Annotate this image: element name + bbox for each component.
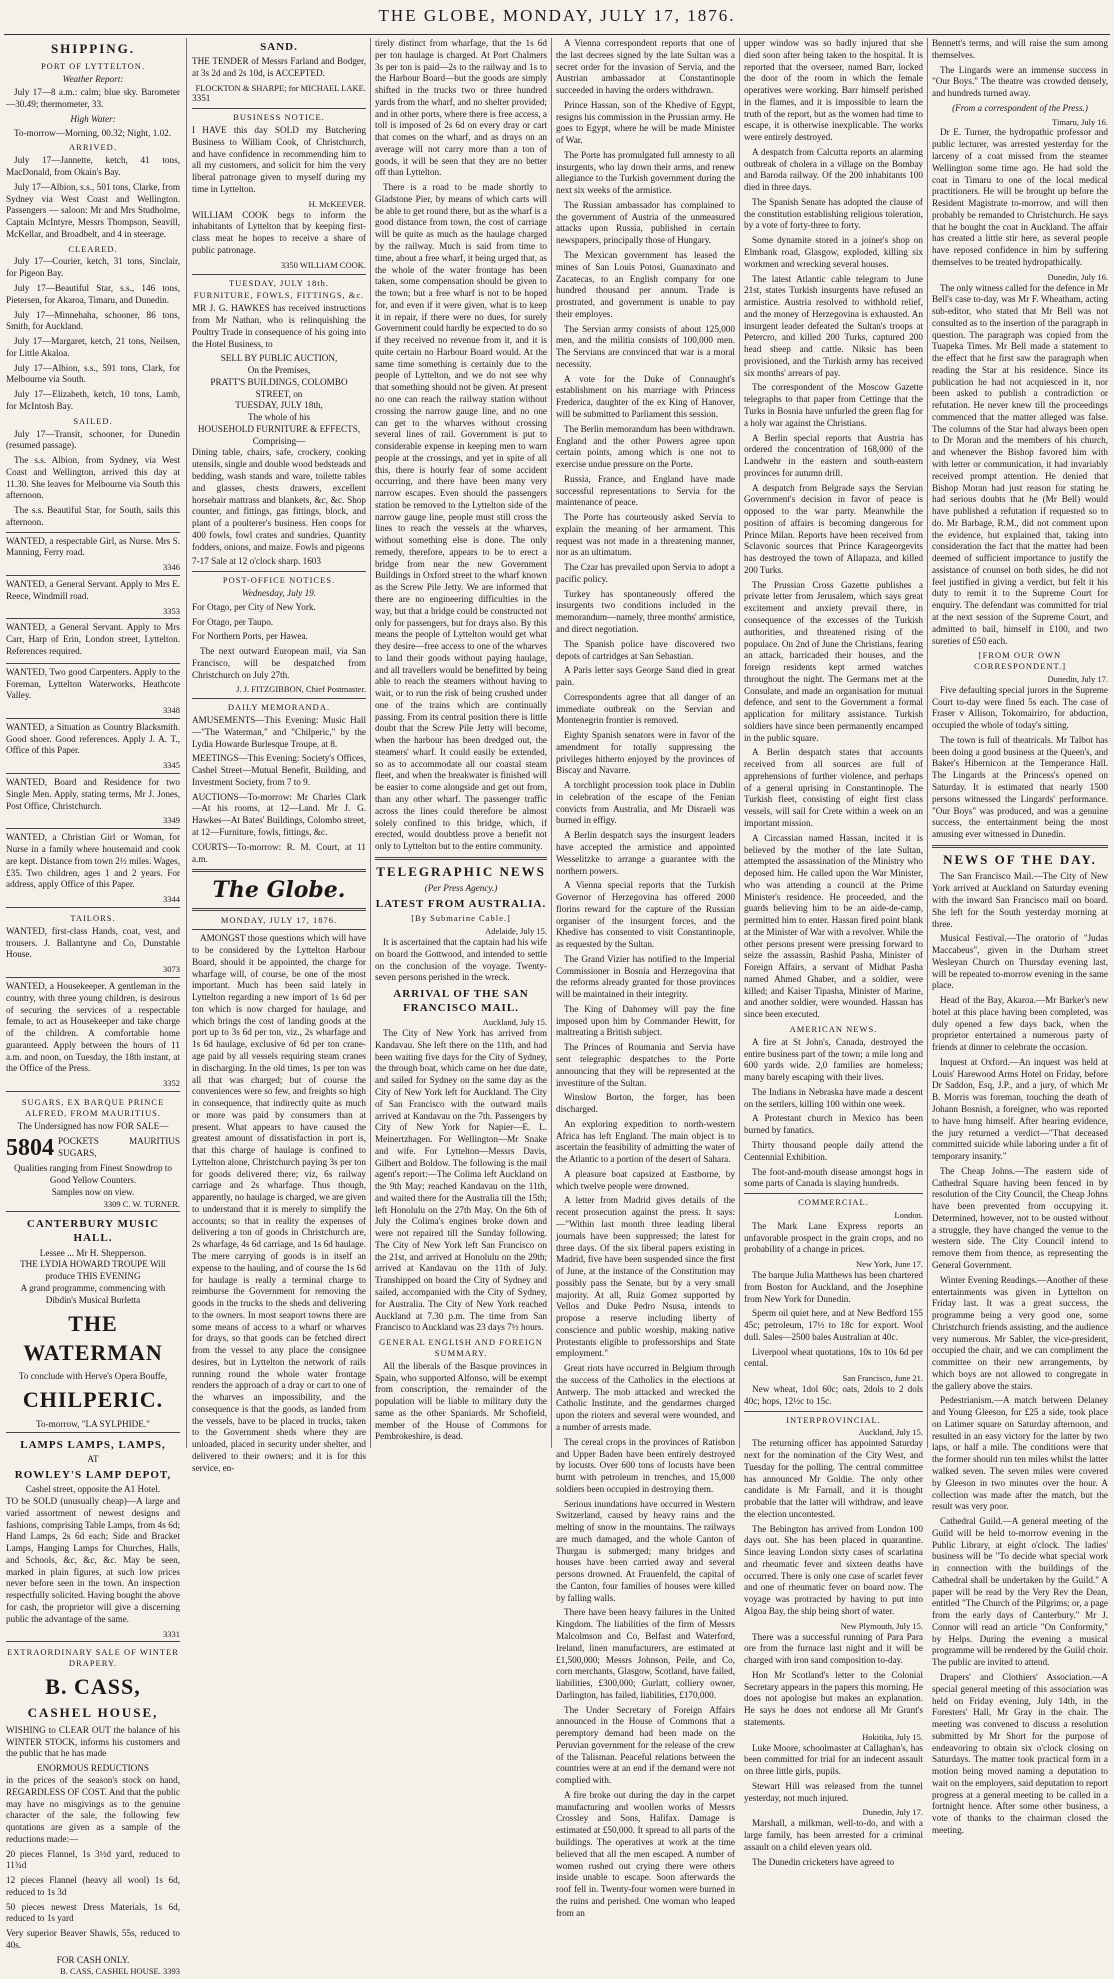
- column-divider: [551, 38, 552, 1448]
- dateline: Dunedin, July 17.: [1047, 674, 1108, 685]
- lamps-ad: [6, 1432, 180, 1641]
- commercial-heading: COMMERCIAL.: [798, 1197, 869, 1208]
- news-paragraph: The Grand Vizier has notified to the Imperial Commissioner in Bosnia and Herzegovina that the reforms already granted for those provinces will be maintained in their integrity.: [556, 953, 735, 1000]
- column-2: [192, 38, 366, 1473]
- per-press: (Per Press Agency.): [424, 883, 498, 894]
- divider: [192, 929, 366, 930]
- amusements: AMUSEMENTS—This Evening: Music Hall—"The Waterman," and "Chilperic," by the Lydia Howarde Burlesque Troupe, at 8.: [192, 715, 366, 749]
- tomorrow-text: To-morrow, "LA SYLPHIDE.": [36, 1418, 150, 1429]
- wanted-ad: [6, 773, 180, 828]
- news-paragraph: A Paris letter says George Sand died in great pain.: [556, 665, 735, 688]
- conclude-text: To conclude with Herve's Opera Bouffe,: [18, 1370, 168, 1381]
- premises: On the Premises,: [247, 365, 311, 376]
- port-title: PORT OF LYTTELTON.: [40, 60, 146, 71]
- news-paragraph: Russia, France, and England have made successful representations to Servia for the maintenance of peace.: [556, 473, 735, 508]
- business-body: I HAVE this day SOLD my Butchering Business to William Cook, of Christchurch, and have confidence in recommending him to all my customers, and solicit for him the very liberal patronage given to myself during my time in Lyttelton.: [192, 125, 366, 194]
- interprovincial-item: There was a successful running of Para Para ore from the furnace last night and it will be charged with iron sand composition to-day.: [744, 1631, 923, 1666]
- ad-number: 3353: [163, 605, 180, 616]
- news-paragraph: The King of Dahomey will pay the fine imposed upon him by Commander Hewitt, for maltreating a British subject.: [556, 1003, 735, 1038]
- news-item: Head of the Bay, Akaroa.—Mr Barker's new hotel at this place having been completed, was duly opened a few days back, when the proprietor entertained a numerous party of friends at dinner to celebrate the occasion.: [932, 995, 1108, 1053]
- wanted-ad: [6, 663, 180, 718]
- tailors-text: WANTED, first-class Hands, coat, vest, and trousers. J. Ballantyne and Co, Dunstable House.: [6, 925, 180, 960]
- ad-number: 3073: [163, 964, 180, 975]
- correspondent-note: (From a correspondent of the Press.): [952, 102, 1088, 113]
- dateline: Hokitika, July 15.: [862, 1731, 923, 1742]
- news-paragraph: A Berlin special reports that Austria has ordered the concentration of 168,000 of the Landwehr in the eastern and south-eastern provinces for autumn drill.: [744, 432, 923, 478]
- business-heading: BUSINESS NOTICE.: [233, 112, 325, 123]
- telegraphic-heading: TELEGRAPHIC NEWS: [376, 863, 546, 879]
- interprovincial-item: The Dunedin cricketers have agreed to: [752, 1856, 895, 1867]
- waterman-title: THE WATERMAN: [23, 1311, 163, 1365]
- interprovincial-item: The returning officer has appointed Saturday next for the nomination of the City West, and Tuesday for the polling. The central committee has announced Mr Goldie. The only other candidate is Mr Farnall, and it is thought probable that the latter will withdraw, and leave the election uncontested.: [744, 1438, 923, 1519]
- cashel-house: CASHEL HOUSE,: [27, 1705, 159, 1721]
- editorial-continued: tirely distinct from wharfage, that the 1s 6d per ton haulage is charged. At Port Chalmers 3s per ton is paid—2s to the railway and 1s to the Harbour Board—but the goods are simply shifted in the trucks two or three hundred yards from the wharf, and no shelter provided; and in other ports, where there is free access, a toll is imposed of 2s 6d on every dray or cart that comes on the wharf, and as drays on an average will not carry more than a ton of goods, it will be seen that they are no better off than Lyttelton.: [375, 38, 547, 178]
- furniture-heading: FURNITURE, FOWLS, FITTINGS, &c.: [193, 290, 365, 301]
- column-divider: [370, 38, 371, 1448]
- dateline: San Francisco, June 21.: [842, 1373, 923, 1384]
- news-paragraph: Five defaulting special jurors in the Supreme Court to-day were fined 5s each. The case of Fraser v Allison, Tokomairiro, for abduction, occupied the whole of today's sitting.: [932, 684, 1108, 731]
- cleared-item: July 17—Minnehaha, schooner, 86 tons, Smith, for Auckland.: [6, 309, 180, 332]
- divider: [375, 857, 547, 860]
- lamp-depot: ROWLEY'S LAMP DEPOT,: [14, 1469, 172, 1482]
- sugars-heading: SUGARS, EX BARQUE PRINCE ALFRED, FROM MAURITIUS.: [21, 1097, 165, 1118]
- post-body: The next outward European mail, via San Francisco, will be despatched from Christchurch on July 27th.: [192, 646, 366, 680]
- commercial-item: Sperm oil quiet here, and at New Bedford 155 45c; petroleum, 17½ to 18c for export. Wool dull. Sales—2500 bales Australian at 40c.: [744, 1308, 923, 1342]
- dateline: Dunedin, July 16.: [1047, 271, 1108, 282]
- dateline: New York, June 17.: [855, 1259, 923, 1270]
- cass-body-2: in the prices of the season's stock on hand, REGARDLESS OF COST. And that the public may have no misgivings as to the genuine character of the sale, the following few quotations are given as a sample of the reductions made:—: [6, 1774, 180, 1844]
- interprovincial-item: Hon Mr Scotland's letter to the Colonial Secretary appears in the papers this morning. He does not apologise but makes an explanation. He says he does not endorse all Mr Grant's statements.: [744, 1669, 923, 1727]
- post-line: For Otago, per Taupo.: [192, 616, 274, 627]
- news-paragraph: The Russian ambassador has complained to the government of Austria of the unmeasured attacks upon Russia, published in certain newspapers, principally those of Hungary.: [556, 199, 735, 246]
- news-paragraph: A Vienna special reports that the Turkish Governor of Herzegovina has offered 2000 florins reward for the capture of the Russian organiser of the insurgent forces, and the Khedive has consented to visit Constantinople, as requested by the Sultan.: [556, 880, 735, 950]
- wanted-text: WANTED, a General Servant. Apply to Mrs E. Reece, Windmill road.: [6, 579, 180, 601]
- business-signature: H. McKEEVER.: [308, 198, 366, 209]
- extra-sale: EXTRAORDINARY SALE OF WINTER DRAPERY.: [7, 1647, 179, 1669]
- news-paragraph: The Spanish Senate has adopted the clause of the constitution establishing religious toleration, by a vote of forty-three to forty.: [744, 196, 923, 231]
- comprising: Comprising—: [252, 435, 306, 446]
- sell-public: SELL BY PUBLIC AUCTION,: [220, 353, 338, 364]
- daily-memoranda-heading: DAILY MEMORANDA.: [227, 702, 331, 713]
- sale-item: 50 pieces newest Dress Materials, 1s 6d, reduced to 1s yard: [6, 1901, 180, 1924]
- news-paragraph: A Berlin despatch states that accounts received from all sources are full of apprehensions of further violence, and perhaps of a general uprising in Constantinople. The Turkish fleet, consisting of eight first class vessels, will sail for Crete within a week on an important mission.: [744, 747, 923, 828]
- news-item: The San Francisco Mail.—The City of New York arrived at Auckland on Saturday evening with the inward San Francisco mail on board. She left for the South yesterday morning at three.: [932, 871, 1108, 929]
- pockets-text: POCKETS MAURITIUS SUGARS,: [58, 1136, 180, 1158]
- sailed-item: The s.s. Beautiful Star, for South, sails this afternoon.: [6, 505, 180, 527]
- wanted-text: WANTED, Two good Carpenters. Apply to the Foreman, Lyttelton Waterworks, Heathcote Valley.: [6, 666, 180, 701]
- wanted-ad: [6, 618, 180, 662]
- news-item: Pedestrianism.—A match between Delaney and Young Gleeson, for £25 a side, took place on Latimer square on Saturday afternoon, and resulted in an easy victory for the latter by two laps, or half a mile. The conditions were that the former should run ten miles whilst the latter walked seven. The seven miles were covered by Gleeson in two minutes over the hour. A collection was made after the match, but the result was very poor.: [932, 1395, 1108, 1512]
- news-paragraph: The Mexican government has leased the mines of San Louis Potosi, Guanaxinato and Zacatecas, to an English company for one hundred thousand per annum. Trade is prostrated, and government is unable to pay their employes.: [556, 250, 735, 319]
- cash-only: FOR CASH ONLY.: [56, 1954, 130, 1965]
- submarine-heading: [By Submarine Cable.]: [411, 913, 511, 924]
- editorial-text: AMONGST those questions which will have to be considered by the Lyttelton Harbour Board, should it be appointed, the charge for wharfage will, of course, be one of the most important. Much has been said lately in Lyttelton regarding a new import of 1s 6d per ton which is now charged for haulage, and which brings the cost of landing goods at the port up to 3s 6d per ton, viz., 2s wharfage and 1s 6d haulage, exclusive of 6d per ton crane-age paid by all vessels requiring steam cranes in discharging. In the old times, 1s per ton was all that was charged; but of course the conveniences were so few, and freights so high in consequence, that indirectly quite as much or more was paid by consumers than at present. What appears to have caused the greatest amount of dissatisfaction in port is, that this charge of haulage is confined to Lyttelton alone, Christchurch paying 3s per ton for goods delivered there; viz, 6s railway carriage and 2s wharfage. Thus though, apparently, no haulage is charged, we are given to understand that it is merely to simplify the accounts; so that in reality the expenses of delivering a ton of goods in Christchurch are, 2s wharfage, 4s 6d carriage, and 1s 6d haulage. The mere carrying of goods is in itself an expense to the hauling, and of course the 1s 6d for haulage is really a terminal charge to reimburse the Government for removing the goods in the trucks to the sheds and delivering to the owners. In most seaport towns there are some means of access to a wharf or wharves for drays, so that goods can be fetched direct from the vessel to any place the consignee desires, but in Lyttelton the network of rails running round the whole water frontage renders the approach of a dray or cart to one of the wharves an impossibility, and the consequence is that the goods, as landed from the vessels, have to be placed in trucks, taken to the Government sheds where they are unloaded, placed in security under shelter, and delivered to their owners; and it is for this service, en-: [192, 933, 366, 1473]
- wanted-text: WANTED, Board and Residence for two Single Men. Apply, stating terms, Mr J. Jones, Post Office, Christchurch.: [6, 777, 180, 811]
- post-signature: J. J. FITZGIBBON, Chief Postmaster.: [236, 684, 366, 695]
- commercial-item: The Mark Lane Express reports an unfavorable prospect in the grain crops, and no probability of a change in prices.: [744, 1220, 923, 1255]
- chilperic-title: CHILPERIC.: [22, 1387, 164, 1413]
- news-paragraph: The correspondent of the Moscow Gazette telegraphs to that paper from Cettinge that the Turks in Bosnia have unfurled the green flag for a holy war against the Christians.: [744, 382, 923, 428]
- cook-signature: 3350 WILLIAM COOK.: [280, 259, 366, 270]
- cook-body: WILLIAM COOK begs to inform the inhabitants of Lyttelton that by keeping first-class meat he hopes to receive a share of public patronage.: [192, 209, 366, 255]
- news-item: Inquest at Oxford.—An inquest was held at Louis' Harewood Arms Hotel on Friday, before Dr Saddon, Esq, J.P., and a jury, of which Mr B. Morris was foreman, touching the death of Johann Bosnish, a foreigner, who was reported to have hung himself. After hearing evidence, the jury returned a verdict—"That deceased committed suicide while laboring under a fit of temporary insanity.": [932, 1056, 1108, 1162]
- shipping-title: SHIPPING.: [50, 41, 136, 56]
- reductions-heading: ENORMOUS REDUCTIONS: [36, 1763, 150, 1774]
- sailed-item: July 17—Transit, schooner, for Dunedin (resumed passage).: [6, 428, 180, 451]
- music-troupe: THE LYDIA HOWARD TROUPE Will produce THIS EVENING: [20, 1259, 166, 1282]
- interprovincial-item: Marshall, a milkman, well-to-do, and with a large family, has been arrested for a criminal assault on a child eleven years old.: [744, 1818, 923, 1852]
- news-paragraph: A torchlight procession took place in Dublin in celebration of the escape of the Fenian convicts from Australia, and Mr Disraeli was burned in effigy.: [556, 780, 735, 826]
- news-paragraph: Eighty Spanish senators were in favor of the amendment for totally suppressing the privileges hitherto enjoyed by the provinces of Biscay and Navarre.: [556, 730, 735, 776]
- sailed-item: The s.s. Albion, from Sydney, via West Coast and Wellington, arrived this day at 11.30. She leaves for Melbourne via South this afternoon.: [6, 455, 180, 501]
- interprovincial-item: The Bebington has arrived from London 100 days out. She has been placed in quarantine. Since leaving London sixty cases of scarlatina and rheumatic fever and sixteen deaths have occurred. There is only one case of scarlet fever and one of rheumatic fever on board now. The voyage was protracted by having to put into Algoa Bay, the ship being short of water.: [744, 1523, 923, 1616]
- tailors-heading: TAILORS.: [70, 912, 116, 923]
- american-news-item: The foot-and-mouth disease amongst hogs in some parts of Canada is slaying hundreds.: [744, 1166, 923, 1189]
- news-paragraph: The Czar has prevailed upon Servia to adopt a pacific policy.: [556, 562, 735, 584]
- news-paragraph: The town is full of theatricals. Mr Talbot has been doing a good business at the Queen's, and Baker's Hibernicon at the Temperance Hall. The Lingards at the Princess's opened on Saturday. It is estimated that nearly 1500 persons witnessed the Lingards' performance. "Our Boys" was produced, and was a genuine success, the entertainment being the most amusing ever witnessed in Dunedin.: [932, 734, 1108, 840]
- divider: [192, 571, 366, 572]
- news-paragraph: Some dynamite stored in a joiner's shop on Elmbank road, Glasgow, exploded, killing six workmen and wrecking several houses.: [744, 235, 923, 269]
- news-paragraph: The Porte has courteously asked Servia to explain the meaning of her armament. This request was not made in a threatening manner, nor as an ultimatum.: [556, 512, 735, 558]
- interprovincial-item: Luke Moore, schoolmaster at Callaghan's, has been committed for trial for an indecent assault on three little girls, pupils.: [744, 1742, 923, 1777]
- ad-number: 3349: [163, 815, 180, 826]
- news-paragraph: The Berlin memorandum has been withdrawn. England and the other Powers agree upon certain points, among which is one not to exercise undue pressure on the Porte.: [556, 423, 735, 470]
- sale-item: Very superior Beaver Shawls, 55s, reduced to 40s.: [6, 1928, 180, 1950]
- adelaide-text: It is ascertained that the captain had his wife on board the Gottwood, and intended to settle on the conclusion of the voyage. Twenty-seven persons perished in the wreck.: [375, 937, 547, 983]
- lamps-body: TO be SOLD (unusually cheap)—A large and varied assortment of newest designs and fashions, comprising Table Lamps, from 4s 6d; Hand Lamps, 2s 6d each; Side and Bracket Lamps, Hanging Lamps for Churches, Halls, and Schools, &c, &c, &c. May be seen, marked in plain figures, at such low prices never before seen in the town. An inspection respectfully solicited. Having bought the above for cash, the proprietor will give a discerning public the advantage of the same.: [6, 1496, 181, 1624]
- arrival-heading: ARRIVAL OF THE SAN FRANCISCO MAIL.: [393, 988, 529, 1015]
- ad-number: 3331: [163, 1628, 180, 1639]
- tuesday-date: TUESDAY, JULY 18th,: [235, 400, 323, 411]
- samples-text: Samples now on view.: [51, 1186, 135, 1197]
- music-programme: A grand programme, commencing with Dibdin's Musical Burletta: [20, 1282, 166, 1305]
- news-paragraph: A Berlin despatch says the insurgent leaders have accepted the armistice and appointed Wesselitzke to arrange a guarantee with the northern powers.: [556, 830, 735, 876]
- news-paragraph: Dr E. Turner, the hydropathic professor and public lecturer, was arrested yesterday for the larceny of a coat missed from the steamer Wellington some time ago. He had sold the coat in Timaru to one of the local medical practitioners. He will be brought up before the Resident Magistrate to-morrow, and will then probably be remanded to Christchurch. He says that he bought the coat in Auckland. The affair has created a little stir here, as several people have reposed confidence in him by suffering themselves to be treated hydropathically.: [932, 127, 1108, 267]
- cleared-item: July 17—Elizabeth, ketch, 10 tons, Lamb, for McIntosh Bay.: [6, 389, 180, 411]
- news-paragraph: The Under Secretary of Foreign Affairs announced in the House of Commons that a peremptory demand had been made on the Peruvian government for the release of the crew of the Talisman. Peaceful relations between the countries were at an end if the demand were not complied with.: [556, 1704, 735, 1786]
- own-correspondent: [FROM OUR OWN CORRESPONDENT.]: [973, 650, 1067, 672]
- sale-item: 20 pieces Flannel, 1s 3½d yard, reduced to 11¾d: [6, 1848, 180, 1871]
- sand-signature: FLOCKTON & SHARPE; for MICHAEL LAKE.: [195, 82, 366, 93]
- american-news-heading: AMERICAN NEWS.: [789, 1024, 878, 1035]
- news-paragraph: Prince Hassan, son of the Khedive of Egypt, resigns his commission in the Prussian army. He goes to Egypt, where he will be made Minister of War.: [556, 99, 735, 146]
- dateline: New Plymouth, July 15.: [840, 1620, 923, 1631]
- news-paragraph: A despatch from Calcutta reports an alarming outbreak of cholera in a village on the Bombay and Baroda railway. Of the 200 inhabitants 100 died in three days.: [744, 146, 923, 193]
- commercial-item: New wheat, 1dol 60c; oats, 2dols to 2 dols 40c; hops, 12½c to 15c.: [744, 1384, 923, 1406]
- news-paragraph: Winslow Borton, the forger, has been discharged.: [556, 1092, 735, 1115]
- column-4: [556, 38, 735, 1918]
- news-paragraph: Turkey has spontaneously offered the insurgents two conditions included in the memorandum—namely, three months' armistice, and direct negotiation.: [556, 588, 735, 634]
- american-news-item: A fire at St John's, Canada, destroyed the entire business part of the town; a mile long and 600 yards wide. 2,0 families are homeless; many barely escaping with their lives.: [744, 1036, 923, 1083]
- arrival-text: The City of New York has arrived from Kandavau. She left there on the 11th, and had been waiting five days for the City of Sydney, the through boat, which came on her due date, and sailed for Sydney on the same day as the City of New York left for Auckland. The City of San Francisco with the outward mails arrived at Kandavau on the 7th. Passengers by City of New York for Napier—E. L. Meinertzhagen. For Wellington—Mr Snake and wife. For Lyttelton—Messrs Davis, Gilbert and Boldow. The following is the mail agent's report:—The Colima left Auckland on the 9th May; reached Kandavau on the 11th, and waited there for the Australia till the 15th; left Honolulu on the 27th May. On the 6th of July the Colima's engines broke down and were not repaired till the Sunday following. The City of New York left San Francisco on the 21st, and arrived at Honolulu on the 29th; arrived at Kandavau on the 11th of July. Transhipped on board the City of Sydney and sailed, accompanied with the City of Sydney, for Australia. The City of New York reached Auckland at 7.30 p.m. The time from San Francisco to Auckland was 23 days 7½ hours.: [375, 1028, 547, 1333]
- pratts-buildings: PRATT'S BUILDINGS, COLOMBO STREET, on: [210, 376, 348, 399]
- news-paragraph: The Spanish police have discovered two depots of cartridges at San Sebastian.: [556, 638, 735, 661]
- wanted-text: WANTED, a Christian Girl or Woman, for Nurse in a family where housemaid and cook are kept. Distance from town 2½ miles. Wages, £35. Two children, ages 1 and 2 years. For address, apply Office of this Paper.: [6, 832, 180, 890]
- dateline: Auckland, July 15.: [858, 1427, 923, 1438]
- high-water-text: To-morrow—Morning, 00.32; Night, 1.02.: [14, 127, 172, 138]
- sand-body: THE TENDER of Messrs Farland and Bodger, at 3s 2d and 2s 10d, is ACCEPTED.: [192, 56, 366, 78]
- cass-body: WISHING to CLEAR OUT the balance of his WINTER STOCK, informs his customers and the public that he has made: [6, 1724, 180, 1759]
- interprovincial-heading: INTERPROVINCIAL.: [786, 1414, 881, 1425]
- news-paragraph: The Porte has promulgated full amnesty to all insurgents, who lay down their arms, and renew allegiance to the Turkish government during the next six weeks of the armistice.: [556, 149, 735, 196]
- news-paragraph: A vote for the Duke of Connaught's establishment on his marriage with Princess Frederica, daughter of the ex King of Hanover, will be submitted to Parliament this session.: [556, 373, 735, 419]
- general-summary-heading: GENERAL ENGLISH AND FOREIGN SUMMARY.: [379, 1337, 543, 1358]
- news-paragraph: A Circassian named Hassan, incited it is believed by the mother of the late Sultan, attempted the assassination of the Ministry who deposed him. He called upon the War Minister, who was attending a council at the Prime Minister's residence. He proceeded, and the guards believing him to be an aide-de-camp, permitted him to enter. Hassan fired point blank at the Minister of War with a revolver. While the other persons present were pressing forward to seize the assassin, Rashid Pasha, Minister of Foreign Affairs, a servant of Midhat Pasha named Ahmed Ghaber, and a soldier, were killed; and Kaiser Tipasha, Minister of Marine, and another soldier, were wounded. Hassan has since been executed.: [744, 832, 923, 1020]
- news-paragraph: Great riots have occurred in Belgium through the success of the Catholics in the elections at Antwerp. The mob attacked and wrecked the Catholic Institute, and the gendarmes charged upon the rioters and several were wounded, and a number of arrests made.: [556, 1363, 735, 1432]
- tuesday-heading: TUESDAY, JULY 18th.: [228, 277, 329, 288]
- wanted-text: WANTED, a General Servant. Apply to Mrs Carr, Harp of Erin, London street, Lyttelton. References required.: [6, 622, 180, 656]
- post-office-heading: POST-OFFICE NOTICES.: [222, 575, 336, 586]
- news-paragraph: A Vienna correspondent reports that one of the last decrees signed by the late Sultan was a secret order for the invasion of Servia, and the Austrian ambassador at Constantinople succeeded in having the orders withdrawn.: [556, 38, 735, 96]
- news-paragraph: The Princes of Roumania and Servia have sent telegraphic despatches to the Porte announcing that they will be represented at the investiture of the Sultan.: [556, 1042, 735, 1088]
- cass-title: B. CASS,: [45, 1674, 141, 1700]
- divider: [932, 845, 1108, 848]
- news-paragraph: Correspondents agree that all danger of an immediate outbreak on the Servian and Montenegrin frontier is removed.: [556, 691, 735, 726]
- tailors-ad: [6, 907, 180, 977]
- music-lessee: Lessee ... Mr H. Shepperson.: [39, 1247, 147, 1258]
- arrived-item: July 17—Jannette, ketch, 41 tons, MacDonald, from Okain's Bay.: [6, 155, 180, 177]
- column-3: [375, 38, 547, 1448]
- pockets-row: [6, 1133, 180, 1164]
- dateline: London.: [894, 1209, 923, 1220]
- news-paragraph: A fire broke out during the day in the carpet manufacturing and woollen works of Messrs Crossley and Sons, Halifax. Damage is estimated at £50,000. It spread to all parts of the buildings. The operatives at work at the time believed that all the men escaped. A number of women rushed out crying there were others inside unable to escape. Soon afterwards the roof fell in. Twenty-four women were burned in the ruins and perished. One woman who leaped from an: [556, 1789, 735, 1918]
- ad-number: 3345: [163, 760, 180, 771]
- news-paragraph: Serious inundations have occurred in Western Switzerland, caused by heavy rains and the melting of snow in the mountains. The railways are much damaged, and the whole Canton of Thurgau is submerged; many bridges and houses have been carried away and several persons drowned. At Frauenfeld, the capital of the Canton, four families of houses were killed by falling walls.: [556, 1498, 735, 1603]
- editorial-continued: There is a road to be made shortly to Gladstone Pier, by means of which carts will be able to get round there, but as the wharf is a good distance from town, the cost of carriage will be quite as much as the haulage charged by the railway. Much is said from time to time, about a free wharf, it being urged that, as the whole of the water frontage has been taken, some compensation should be given to the town; but a free wharf is not to be hoped for, and even if it were given, what is to keep it in repair, if there were no dues, for surely Government could hardly be expected to do so if they received no revenue from it, and it is quite certain no Harbour Board would. At the same time something is certainly due to the people of Lyttelton, and we do not see why that something should not be given. At present no one can reach the railway station without crossing the narrow gauge line, and no one can get to the wharves without crossing several lines of rail. Government is put to considerable expense in keeping men to warn people at the crossings, and yet in spite of all this, there is hourly fear of some accident occurring, and there have been many very narrow escapes. Even should the passengers station be removed to the Lyttelton side of the narrow gauge line, people must still cross the lines to reach the vessels at the wharves, without something else is done. The only remedy, therefore, appears to be to erect a bridge from near the new Government Buildings in Oxford street to the wharf known as the Screw Pile Jetty. We are informed that there are no engineering difficulties in the way, but that a bridge could be constructed not only for passengers, but for drays also. By this means the people of Lyttelton would get what they desire—free access to one of the wharves to land their goods without paying haulage, and all travellers would be benefitted by being able to reach the steamers without having to wait, or to run the risk of being crushed under one of the trains which are continually passing. From its central position there is little doubt that the Screw Pile Jetty will become, when the harbour has been dredged out, the steamers' wharf. It could easily be extended, so as to accommodate all our coastal steam fleet, and when the breakwater is finished will be easier to come alongside and get out from, than any other wharf. The passenger traffic across the lines could therefore be almost solely confined to this bridge, which, if erected, would doubtless prove a benefit not only to Lyttelton but to the entire community.: [375, 182, 547, 852]
- news-paragraph: upper window was so badly injured that she died soon after being taken to the hospital. It is reported that the overseer, named Barr, locked the door of the room in which the female operatives were working. Barr himself perished in the flames, and it is impossible to learn the truth of the report, but as the women had time to escape, it is otherwise inexplicable. The works were entirely destroyed.: [744, 38, 923, 143]
- news-paragraph: The only witness called for the defence in Mr Bell's case to-day, was Mr F. Wheatham, acting sub-editor, who stated that Mr Bell was not consulted as to the insertion of the paragraph in question. The paragraph was copied from the Tuapeka Times. Mr Bell made a statement to the effect that he first saw the paragraph when reading the Star at his residence. Since its publication he had not acquiesced in it, nor been asked to publish a contradiction or refutation. He never knew till the proceedings commenced that the matter alleged was false. The columns of the Star had always been open to Dr Moran and the members of his church, and whenever the Bishop favored him with with letter or communication, it had invariably received prompt attention. He denied that Bishop Moran had just reason for stating he had serious doubts that he (Mr Bell) would have published a refutation if requested so to do. Mr Barbage, R.M., did not comment upon the evidence, but explained that, taking into consideration the fact that the matter had been deemed of sufficient importance to justify the assistance of counsel on both sides, he did not feel justified in giving a verdict, but felt it his duty to remit it to the Supreme Court for enquiry. The defendant was committed for trial at the next session of the Supreme Court, and admitted to bail, himself in £100, and two sureties of £50 each.: [932, 282, 1108, 646]
- wanted-text: WANTED, a Situation as Country Blacksmith. Good shoer. Good references. Apply J. A. T., Office of this Paper.: [6, 721, 180, 756]
- divider: [192, 908, 366, 911]
- news-item: Musical Festival.—The oratorio of "Judas Maccabeus", given in the Durham street Wesleyan Church on Thursday evening last, will be repeated to-morrow evening in the same place.: [932, 933, 1108, 991]
- sugars-sub: The Undersigned has now FOR SALE—: [17, 1120, 169, 1131]
- divider: [192, 274, 366, 275]
- arrived-item: July 17—Albion, s.s., 501 tons, Clarke, from Sydney via West Coast and Wellington. Passengers — saloon: Mr and Mrs Studholme, Captain McIntyre, Messrs Thompson, Seavill, McKellar, and Broadbelt, and 4 in steerage.: [6, 181, 180, 239]
- column-5: [744, 38, 923, 1867]
- news-paragraph: A pleasure boat capsized at Eastborne, by which twelve people were drowned.: [556, 1168, 735, 1191]
- news-paragraph: The Lingards were an immense success in "Our Boys." The theatre was crowded densely, and hundreds turned away.: [932, 64, 1108, 99]
- sailed-heading: SAILED.: [73, 415, 113, 426]
- column-divider: [186, 38, 187, 1448]
- hawkes-body: MR J. G. HAWKES has received instructions from Mr Nathan, who is relinquishing the Poultry Trade in consequence of his going into the Hotel Business, to: [192, 303, 366, 349]
- sugars-ad: [6, 1091, 180, 1211]
- latest-heading: LATEST FROM AUSTRALIA.: [375, 898, 547, 911]
- column-divider: [739, 38, 740, 1448]
- interprovincial-item: Stewart Hill was released from the tunnel yesterday, not much injured.: [744, 1780, 923, 1803]
- music-hall-title: CANTERBURY MUSIC HALL.: [26, 1218, 160, 1245]
- ad-number: 3344: [163, 894, 180, 905]
- news-paragraph: The Servian army consists of about 125,000 men, and the militia consists of 100,000 men. The Servians are convinced that war is a moral necessity.: [556, 323, 735, 369]
- news-paragraph: A despatch from Belgrade says the Servian Government's decision in favor of peace is opposed to the war party. Meanwhile the position of affairs is becoming dangerous for Prince Milan. Reports have been received from Sclavonic sources that Prince Karageorgevits has destroyed the town of Allapaza, and killed 200 Turks.: [744, 482, 923, 575]
- wanted-text: WANTED, a respectable Girl, as Nurse. Mrs S. Manning, Ferry road.: [6, 535, 180, 558]
- divider: [744, 1193, 923, 1194]
- cleared-item: July 17—Margaret, ketch, 21 tons, Neilsen, for Little Akaloa.: [6, 336, 180, 358]
- wanted-ad: [6, 575, 180, 618]
- general-summary-text: All the liberals of the Basque provinces in Spain, who supported Alfonso, will be exempt from conscription, the remainder of the population will be liable to military duty the same as the other Spaniards. Mr Schofield, member of the House of Commons for Pembrokeshire, is dead.: [375, 1360, 547, 1442]
- post-line: For Northern Ports, per Hawea.: [192, 631, 308, 642]
- dateline: Timaru, July 16.: [1052, 116, 1108, 127]
- news-paragraph: A letter from Madrid gives details of the recent prosecution against the press. It says:—"Within last month three leading liberal journals have been suppressed; the latest for three days. Of the six liberal papers existing in Madrid, five have been suspended since the first of June, at the instance of the Constitution may possibly pass the Senate, but by a very small majority. At all, Ruiz Gomez supported by Vellos and Duke Pedro Nsusa, intends to propose a reserve including liberty of conscience and public worship, making native Protestants eligible to professorships and State employment.": [556, 1195, 735, 1359]
- sale-item: 12 pieces Flannel (heavy all wool) 1s 6d, reduced to 1s 3d: [6, 1875, 180, 1897]
- masthead-rule: [4, 34, 1110, 35]
- divider: [192, 108, 366, 109]
- american-news-item: A Protestant church in Mexico has been burned by fanatics.: [744, 1113, 923, 1136]
- masthead: THE GLOBE, MONDAY, JULY 17, 1876.: [378, 6, 736, 25]
- news-paragraph: The Prussian Cross Gazette publishes a private letter from Jerusalem, which says great excitement and anxiety prevail there, in consequence of the excesses of the Turkish authorities, and threatened rising of the populace. On 2nd of June the Christians, fearing an attack, barricaded their houses, and the foreign residents kept armed watches throughout the night. The Germans met at the Consulate, and made an organisation for mutual defence, and sent to the Government a formal application for military assistance. Turkish soldiers have since been permanently encamped in the public square.: [744, 579, 923, 743]
- divider: [744, 1411, 923, 1412]
- news-item: Winter Evening Readings.—Another of these entertainments was given in Lyttelton on Friday last. It was a great success, the programme being a very good one, some Christchurch friends assisting, and the audience very numerous. Mr Sabler, the vice-president, occupied the chair, and we can compliment the committee on their new arrangements, by which boys are not allowed to congregate in the gallery above the stairs.: [932, 1274, 1108, 1391]
- courts: COURTS—To-morrow: R. M. Court, at 11 a.m.: [192, 841, 366, 864]
- date-line: MONDAY, JULY 17, 1876.: [220, 915, 338, 926]
- cass-signature: B. CASS, CASHEL HOUSE. 3393: [60, 1966, 180, 1977]
- post-line: For Otago, per City of New York.: [192, 601, 316, 612]
- sand-heading: SAND.: [260, 41, 298, 53]
- column-1: [6, 38, 181, 1977]
- american-news-item: The Indians in Nebraska have made a descent on the settlers, killing 100 within one week.: [744, 1086, 923, 1109]
- sale-time: 7-17 Sale at 12 o'clock sharp. 1603: [192, 556, 321, 567]
- weather-heading: Weather Report:: [62, 73, 124, 84]
- wanted-ad: [6, 828, 180, 907]
- lamps-at: AT: [87, 1454, 99, 1465]
- cleared-item: July 17—Albion, s.s., 591 tons, Clark, for Melbourne via South.: [6, 362, 180, 385]
- housekeeper-ad: [6, 977, 180, 1091]
- news-item: The Cheap Johns.—The eastern side of Cathedral Square having been fenced in by resolution of the City Council, the Cheap Johns have been prevented from occupying it. Determined, however, not to be ousted without a struggle, they have changed the venue to the western side. The City Council intend to remove them from thence, as representing the General Government.: [932, 1165, 1108, 1270]
- news-paragraph: The latest Atlantic cable telegram to June 21st, states Turkish insurgents have refused an armistice. Austria resolved to withhold relief, and the money of Herzegovina is exhausted. An insurgent leader defeated the Sultan's troops at Petercro, and killed 200 Turks, captured 200 head sheep and cattle. Niksic has been provisioned, and the Turkish army has received six months' arrears of pay.: [744, 273, 923, 378]
- ad-number: 3348: [163, 705, 180, 716]
- music-hall-ad: [6, 1211, 180, 1432]
- divider: [192, 869, 366, 872]
- ad-number: 3346: [163, 562, 180, 573]
- pockets-number: 5804: [6, 1134, 54, 1161]
- arrived-heading: ARRIVED.: [69, 142, 117, 153]
- lamps-heading: LAMPS LAMPS, LAMPS,: [20, 1439, 166, 1452]
- high-water-heading: High Water:: [70, 113, 116, 124]
- commercial-item: Liverpool wheat quotations, 10s to 10s 6d per cental.: [744, 1346, 923, 1369]
- news-paragraph: An exploring expedition to north-western Africa has left England. The main object is to ascertain the feasibility of admitting the water of the Atlantic to a portion of the desert of Sahara.: [556, 1118, 735, 1165]
- news-item: Drapers' and Clothiers' Association.—A special general meeting of this association was held on Friday evening, July 14th, in the Foresters' Hall, Mr Gray in the chair. The meeting was convened to discuss a resolution submitted by Mr Short for the purpose of endeavoring to obtain six o'clock closing on Saturdays. The matter took practical form in a motion being moved naming a deputation to wait on the employers, said deputation to report progress at a general meeting to be called in a fortnight hence. After some other business, a vote of thanks to the chairman closed the meeting.: [932, 1672, 1108, 1835]
- globe-title: The Globe.: [212, 877, 346, 904]
- sugars-signature: 3309 C. W. TURNER.: [103, 1198, 180, 1209]
- sugars-body: Qualities ranging from Finest Snowdrop to Good Yellow Counters.: [14, 1163, 172, 1185]
- news-of-the-day-heading: NEWS OF THE DAY.: [943, 851, 1097, 867]
- commercial-item: The barque Julia Matthews has been chartered from Boston for Auckland, and the Josephine from New York for Dunedin.: [744, 1270, 923, 1304]
- cleared-item: July 17—Beautiful Star, s.s., 146 tons, Pietersen, for Akaroa, Timaru, and Dunedin.: [6, 282, 180, 305]
- cass-ad: [6, 1641, 180, 1979]
- cleared-item: July 17—Courier, ketch, 31 tons, Sinclair, for Pigeon Bay.: [6, 256, 180, 279]
- housekeeper-text: WANTED, a Housekeeper. A gentleman in the country, with three young children, is desirous of securing the services of a respectable female, to act as Housekeeper and take charge of the children. A comfortable home guaranteed. Apply between the hours of 11 a.m. and noon, on Tuesday, the 18th instant, at the Office of the Press.: [6, 981, 180, 1074]
- american-news-item: Thirty thousand people daily attend the Centennial Exhibition.: [744, 1140, 923, 1162]
- wanted-ad: [6, 718, 180, 773]
- news-paragraph: Bennett's terms, and will raise the sum among themselves.: [932, 38, 1108, 60]
- news-paragraph: There have been heavy failures in the United Kingdom. The liabilities of the firm of Messrs Malcolmson and Co, Belfast and Waterford, Ireland, linen manufacturers, are estimated at £1,500,000; Messrs Johnson, Peile, and Co, corn merchants, Glasgow, Scotland, have failed, liabilities, £300,000; Gurlatt, colliery owner, Darlington, has failed, liabilities, £170,000.: [556, 1607, 735, 1700]
- auctions: AUCTIONS—To-morrow: Mr Charles Clark—At his rooms, at 12—Land. Mr J. G. Hawkes—At Bates' Buildings, Colombo street, at 12—Furniture, fowls, fittings, &c.: [192, 791, 366, 837]
- meetings: MEETINGS—This Evening: Society's Offices, Cashel Street—Mutual Benefit, Building, and Investment Society, from 7 to 9.: [192, 753, 366, 787]
- post-date: Wednesday, July 19.: [241, 588, 317, 598]
- divider: [192, 698, 366, 699]
- ad-number: 3352: [163, 1078, 180, 1089]
- cleared-heading: CLEARED.: [68, 243, 118, 254]
- lamp-address: Cashel street, opposite the A1 Hotel.: [25, 1484, 161, 1495]
- wanted-ad: [6, 532, 180, 575]
- dateline: Dunedin, July 17.: [862, 1807, 923, 1818]
- column-divider: [927, 38, 928, 1448]
- weather-text: July 17—8 a.m.: calm; blue sky. Barometer—30.49; thermometer, 33.: [6, 87, 180, 110]
- ad-number: 3351: [192, 93, 211, 104]
- news-paragraph: The cereal crops in the provinces of Ratisbon and Upper Baden have been entirely destroyed by locusts. Over 600 tons of locusts have been burnt with petroleum in trenches, and 15,000 soldiers been occupied in destroying them.: [556, 1436, 735, 1494]
- news-item: Cathedral Guild.—A general meeting of the Guild will be held to-morrow evening in the Public Library, at eight o'clock. The ladies' business will be "To decide what special work in connection with the buildings of the Cathedral shall be undertaken by the Guild." A paper will be read by the Very Rev the Dean, entitled "The Church of the Pilgrims; or, a page from the early days of Canterbury." Mr J. Connor will read an article "On Conformity," by Helps. During the evening a musical programme will be rendered by the Guild choir. The public are invited to attend.: [932, 1516, 1108, 1668]
- household-heading: HOUSEHOLD FURNITURE & EFFECTS,: [197, 423, 361, 434]
- whole-of: The whole of his: [247, 412, 310, 423]
- auckland-dateline: Auckland, July 15.: [482, 1017, 547, 1028]
- furniture-list: Dining table, chairs, safe, crockery, cooking utensils, single and double wood bedsteads and bedding, wash stands and ware, toilette tables and glasses, chests drawers, excellent horsehair mattrass and blankets, &c, &c. Shop counter, and fittings, gas fittings, block, and plant of a poulterer's business. Hen coops for 400 fowls, fowl crates and sundries. Quantity fodders, onions, and maize. Fowls and pigeons: [192, 447, 366, 552]
- adelaide-dateline: Adelaide, July 15.: [485, 926, 547, 937]
- column-6: [932, 38, 1108, 1835]
